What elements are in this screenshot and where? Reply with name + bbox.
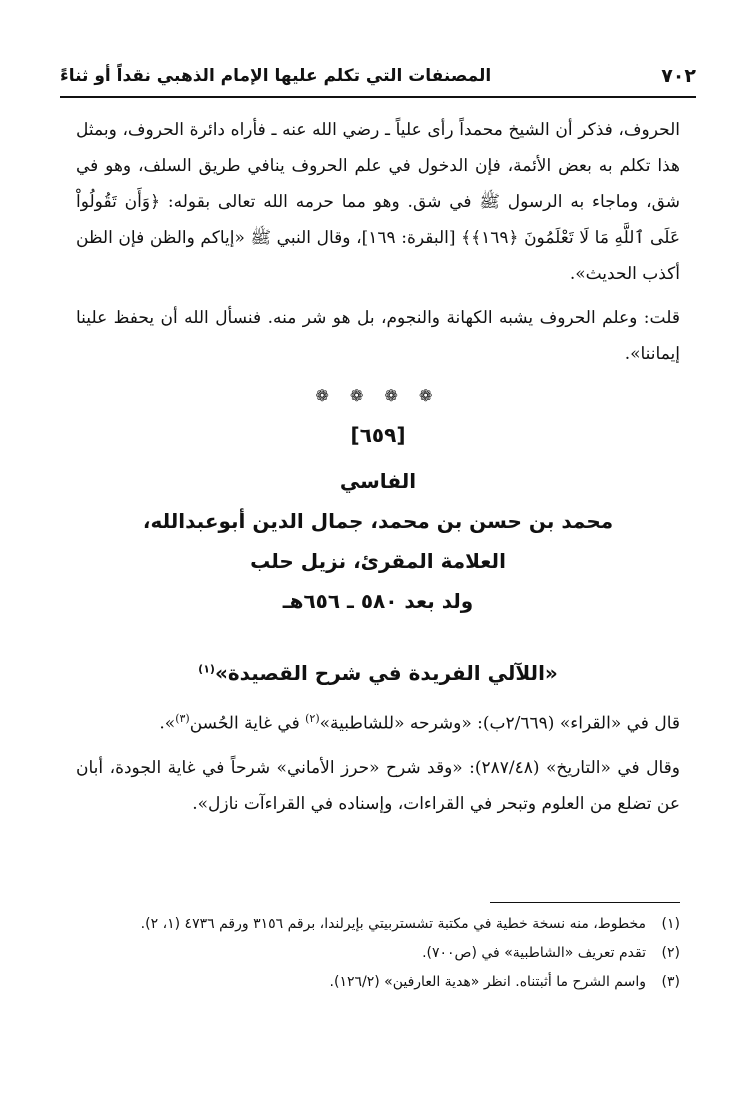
entry-title: العلامة المقرئ، نزيل حلب	[250, 549, 506, 573]
entry-nisba: الفاسي	[339, 469, 417, 493]
section-separator: ❁ ❁ ❁ ❁	[315, 386, 441, 405]
footnote-number: (١)	[661, 916, 680, 932]
entry-number: [٦٥٩]	[350, 423, 406, 447]
entry-name: محمد بن حسن بن محمد، جمال الدين أبوعبدالله،	[142, 509, 614, 533]
footnote-ref-3: (٣)	[175, 712, 190, 725]
work-title	[76, 661, 680, 685]
footnote-rule	[490, 902, 680, 903]
entry-dates: ولد بعد ٥٨٠ ـ ٦٥٦هـ	[282, 589, 474, 613]
quote-1	[76, 701, 680, 742]
page-number: ٧٠٢	[661, 65, 696, 87]
page-header	[60, 56, 696, 96]
page-content	[76, 112, 680, 822]
footnote-number: (٢)	[661, 945, 680, 961]
paragraph-1: الحروف، فذكر أن الشيخ محمداً رأى علياً ـ رضي الله عنه ـ فأراه دائرة الحروف، وبمثل هذا تكلم به بعض الأئمة، فإن الدخول في علم الحروف ينافي طريق السلف، وهو في شق، وماجاء به الرسول ﷺ في شق. وهو مما حرمه الله تعالى بقوله: ﴿وَأَن تَقُولُواْ عَلَى ٱللَّهِ مَا لَا تَعْلَمُونَ ﴿١٦٩﴾﴾ [البقرة: ١٦٩]، وقال النبي ﷺ «إياكم والظن فإن الظن أكذب الحديث».	[76, 120, 681, 284]
footnote-text: مخطوط، منه نسخة خطية في مكتبة تشستربيتي بإيرلندا، برقم ٣١٥٦ ورقم ٤٧٣٦ (١، ٢).	[140, 916, 646, 932]
quote-1-part-1: قال في «القراء» (٢/٦٦٩ب): «وشرحه «للشاطبية»	[319, 713, 680, 734]
running-title: المصنفات التي تكلم عليها الإمام الذهبي نقداً أو ثناءً	[60, 66, 492, 86]
quote-1-end: ».	[159, 713, 176, 734]
quote-1-part-2: في غاية الحُسن	[189, 713, 306, 734]
footnotes	[76, 912, 680, 995]
header-rule	[60, 96, 696, 98]
quote-2: وقال في «التاريخ» (٢٨٧/٤٨): «وقد شرح «حرز الأماني» شرحاً في غاية الجودة، أبان عن تضلع من العلوم وتبحر في القراءات، وإسناده في القراءآت نازل».	[76, 757, 681, 814]
footnote	[76, 912, 680, 937]
footnote-text: تقدم تعريف «الشاطبية» في (ص٧٠٠).	[422, 945, 646, 961]
footnote	[76, 970, 680, 995]
work-title-text: «اللآلي الفريدة في شرح القصيدة»	[214, 661, 558, 685]
footnote	[76, 941, 680, 966]
paragraph-2: قلت: وعلم الحروف يشبه الكهانة والنجوم، بل هو شر منه. فنسأل الله أن يحفظ علينا إيماننا».	[76, 308, 680, 364]
footnote-ref-2: (٢)	[305, 712, 320, 725]
footnote-ref-1: (١)	[198, 662, 215, 676]
footnote-number: (٣)	[661, 974, 680, 990]
footnote-text: واسم الشرح ما أثبتناه. انظر «هدية العارفين» (١٢٦/٢).	[329, 974, 646, 990]
